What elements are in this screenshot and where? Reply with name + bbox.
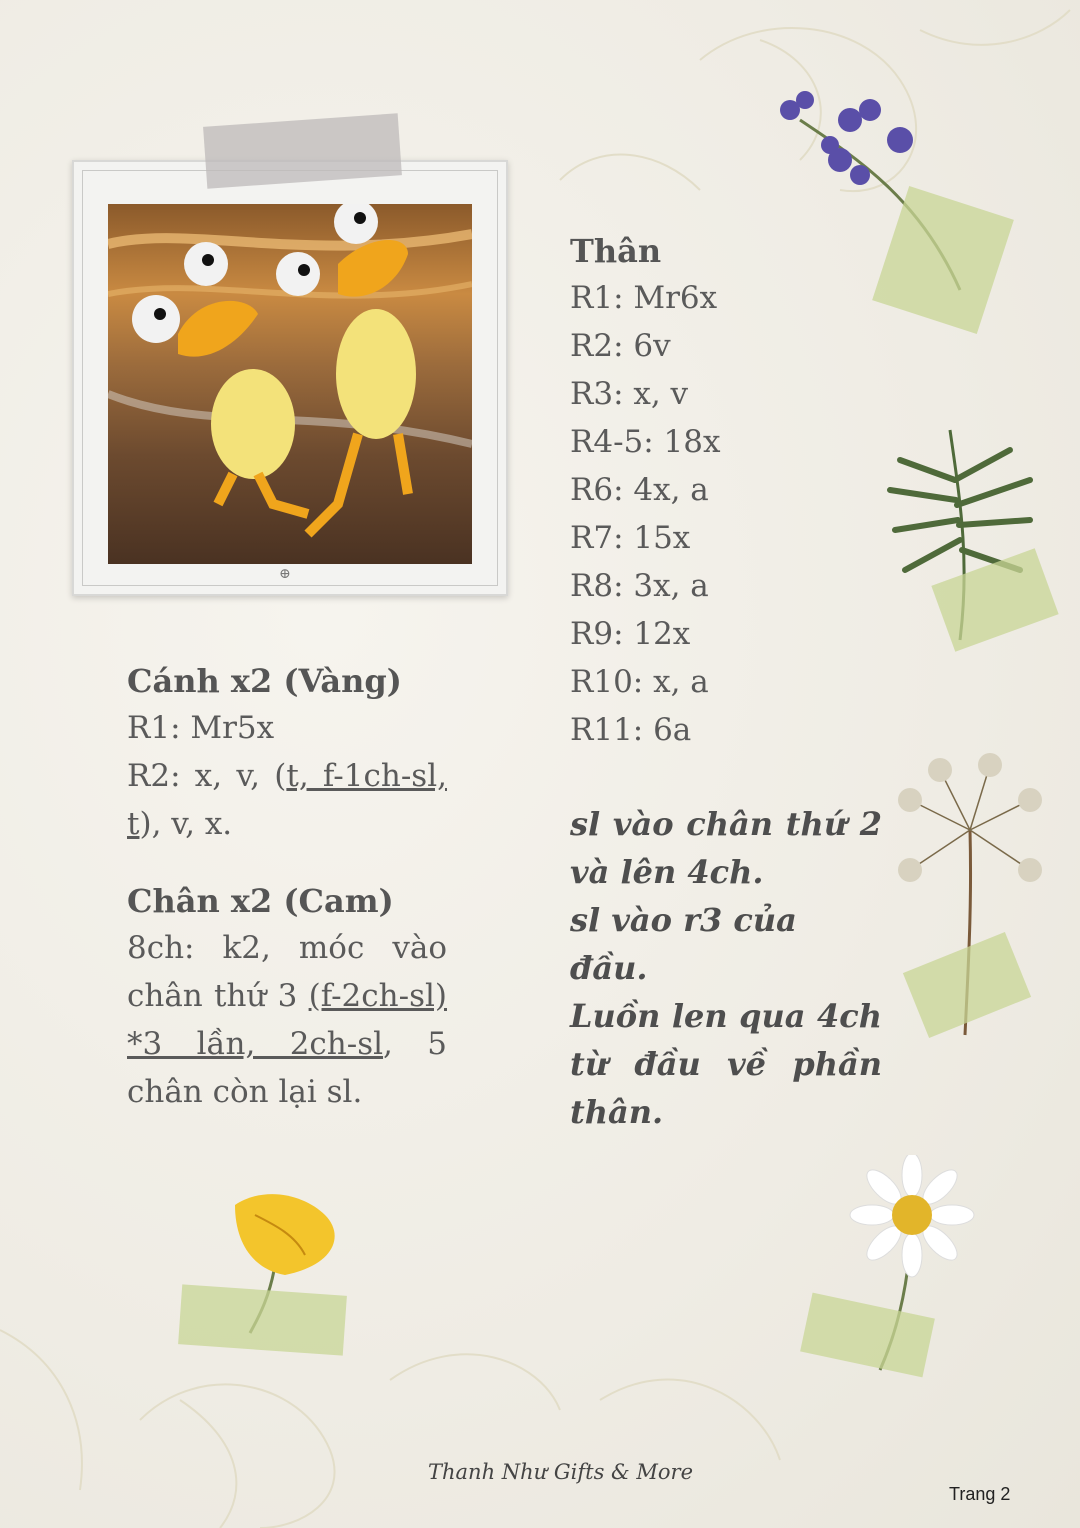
wing-row-2-end: ), v, x. bbox=[139, 806, 233, 842]
leg-instructions bbox=[127, 924, 447, 1116]
wing-row-2-underlined: t, f-1ch-sl, bbox=[286, 758, 447, 794]
assembly-note-3: Luồn len qua 4ch từ đầu về phần thân. bbox=[570, 997, 882, 1131]
body-row: R1: Mr6x bbox=[570, 280, 718, 316]
body-row: R3: x, v bbox=[570, 376, 689, 412]
wing-row-2-underlined-t: t bbox=[127, 806, 140, 842]
page-number: Trang 2 bbox=[949, 1484, 1011, 1504]
left-column bbox=[127, 658, 447, 1116]
body-row: R2: 6v bbox=[570, 328, 671, 364]
body-heading: Thân bbox=[570, 232, 662, 270]
body-row: R4-5: 18x bbox=[570, 424, 721, 460]
leg-text-end: , 5 chân còn lại sl. bbox=[127, 1026, 447, 1110]
body-row: R10: x, a bbox=[570, 664, 709, 700]
wing-row-2 bbox=[127, 752, 447, 848]
brand-signature: Thanh Như Gifts & More bbox=[428, 1460, 694, 1484]
leg-text-underlined: (f-2ch-sl) *3 lần, 2ch-sl bbox=[127, 978, 447, 1062]
crosshair-icon: ⊕ bbox=[279, 566, 291, 582]
body-row: R11: 6a bbox=[570, 712, 692, 748]
right-column bbox=[570, 228, 882, 1136]
assembly-note-1: sl vào chân thứ 2 và lên 4ch. bbox=[570, 805, 882, 891]
body-row: R8: 3x, a bbox=[570, 568, 709, 604]
crochet-ducks-photo bbox=[108, 204, 472, 564]
photo-frame bbox=[72, 160, 508, 596]
leg-heading: Chân x2 (Cam) bbox=[127, 882, 394, 920]
wing-row-1: R1: Mr5x bbox=[127, 710, 275, 746]
body-row: R6: 4x, a bbox=[570, 472, 709, 508]
wing-heading: Cánh x2 (Vàng) bbox=[127, 662, 402, 700]
body-row: R9: 12x bbox=[570, 616, 691, 652]
leg-text-start: 8ch: k2, móc vào chân thứ 3 bbox=[127, 930, 447, 1014]
body-row: R7: 15x bbox=[570, 520, 691, 556]
green-tape bbox=[178, 1284, 347, 1355]
assembly-note-2: sl vào r3 của đầu. bbox=[570, 901, 797, 987]
wing-row-2-text: R2: x, v, ( bbox=[127, 758, 287, 794]
